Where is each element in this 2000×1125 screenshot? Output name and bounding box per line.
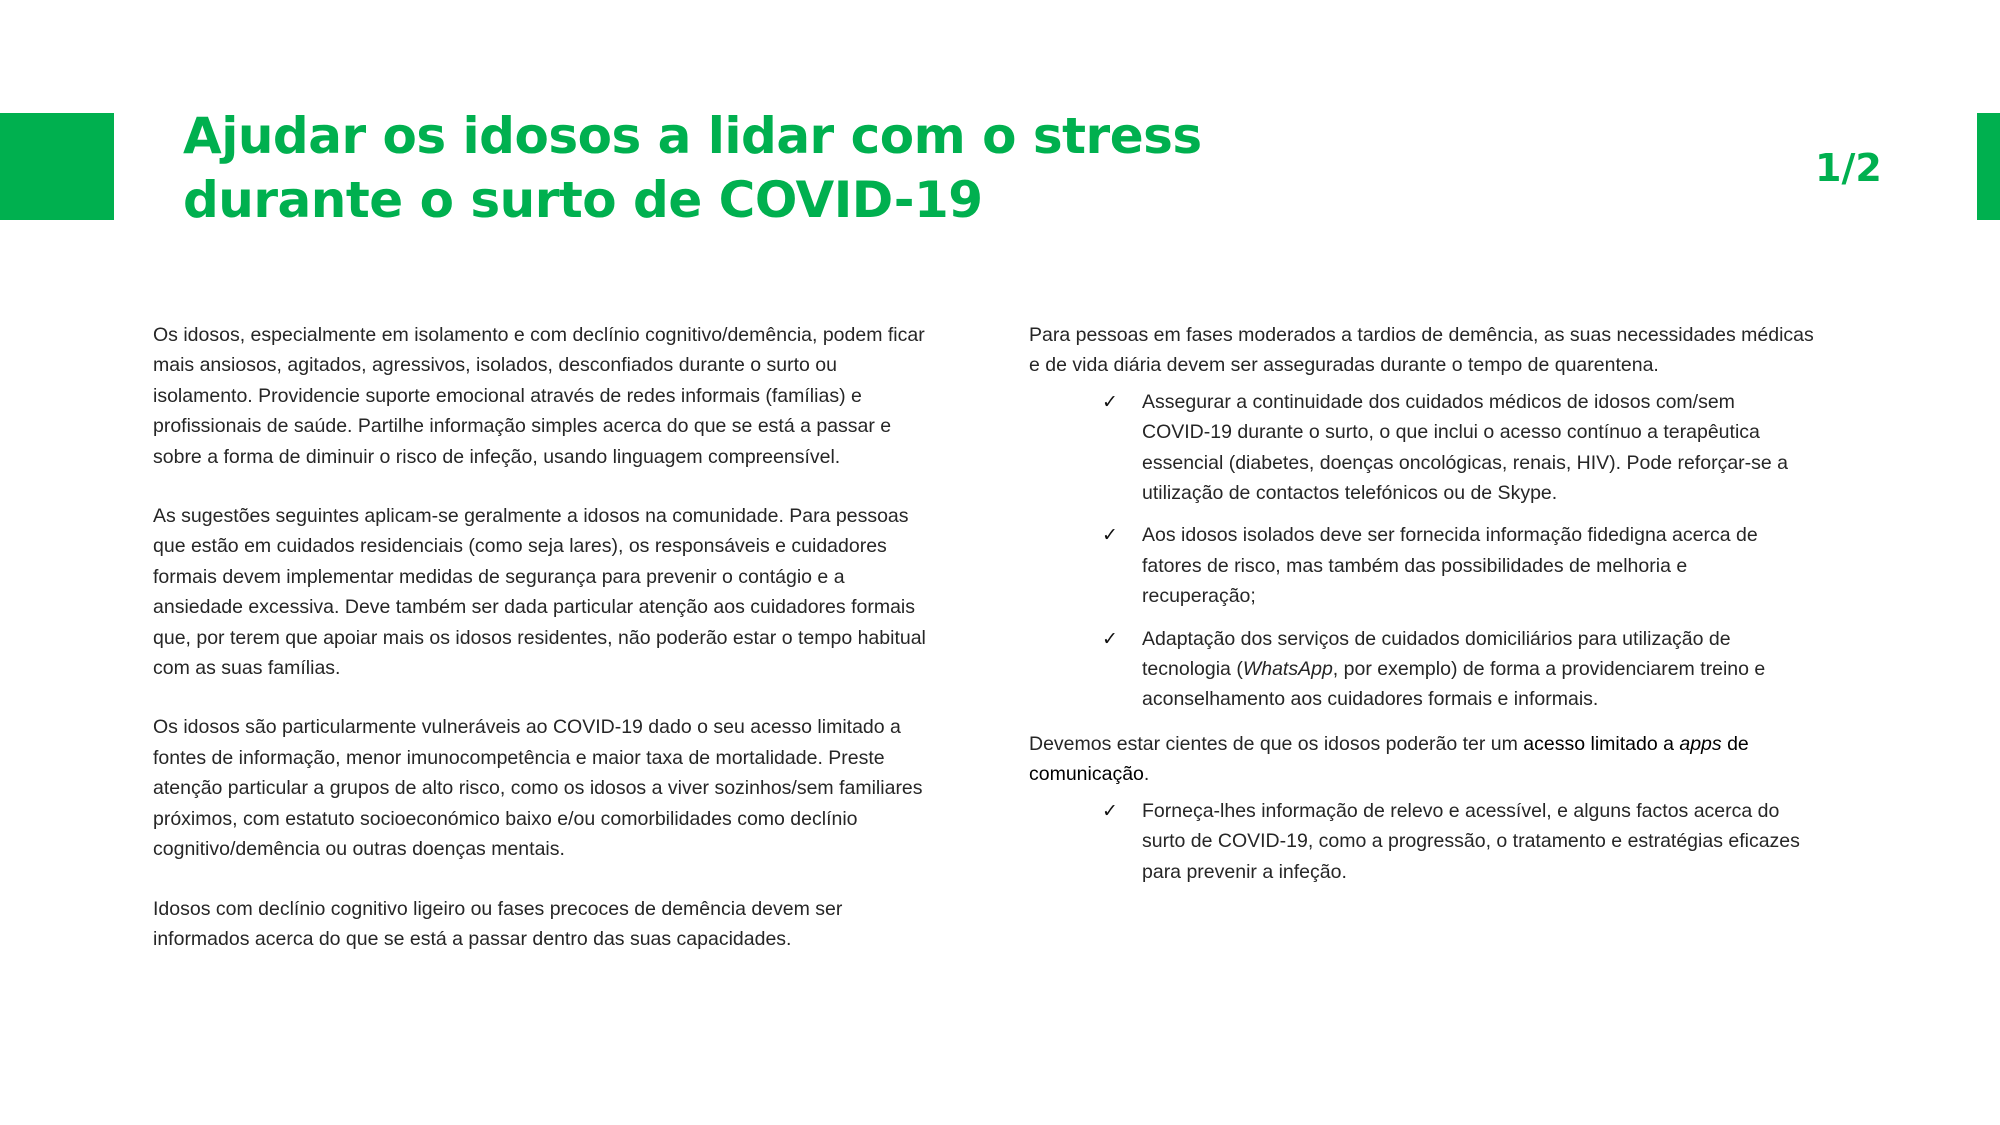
- right-column: [1029, 320, 1819, 899]
- right-intro-paragraph: Para pessoas em fases moderados a tardios de demência, as suas necessidades médicas e de vida diária devem ser asseguradas durante o tempo de quarentena.: [1029, 324, 1814, 377]
- checklist-item-text: Assegurar a continuidade dos cuidados médicos de idosos com/sem COVID-19 durante o surto, o que inclui o acesso contínuo a terapêutica essencial (diabetes, doenças oncológicas, renais, HIV). Pode reforçar-se a utilização de contactos telefónicos ou de Skype.: [1142, 390, 1789, 505]
- checklist-2: [1029, 796, 1819, 887]
- highlighted-phrase: acesso limitado a apps de comunicação: [1029, 732, 1749, 786]
- checklist-item: [1102, 387, 1802, 509]
- right-paragraph-2: Devemos estar cientes de que os idosos poderão ter um acesso limitado a apps de comunicação.: [1029, 732, 1749, 786]
- checklist-item: [1102, 520, 1802, 611]
- checklist-item: [1102, 796, 1802, 887]
- left-paragraph-3: Os idosos são particularmente vulneráveis ao COVID-19 dado o seu acesso limitado a fontes de informação, menor imunocompetência e maior taxa de mortalidade. Preste atenção particular a grupos de alto risco, como os idosos a viver sozinhos/sem familiares próximos, com estatuto socioeconómico baixo e/ou comorbilidades como declínio cognitivo/demência ou outras doenças mentais.: [153, 716, 923, 861]
- checkmark-icon: ✓: [1102, 627, 1118, 650]
- right-accent-bar: [1977, 113, 2000, 220]
- checklist-item-text: Aos idosos isolados deve ser fornecida informação fidedigna acerca de fatores de risco, mas também das possibilidades de melhoria e recuperação;: [1142, 524, 1758, 608]
- checklist-item: [1102, 624, 1802, 715]
- title-line-1: Ajudar os idosos a lidar com o stress: [183, 107, 1202, 165]
- checkmark-icon: ✓: [1102, 390, 1118, 413]
- checkmark-icon: ✓: [1102, 524, 1118, 547]
- checkmark-icon: ✓: [1102, 799, 1118, 822]
- title-line-2: durante o surto de COVID-19: [183, 171, 983, 229]
- left-paragraph-1: Os idosos, especialmente em isolamento e com declínio cognitivo/demência, podem ficar mais ansiosos, agitados, agressivos, isolados, desconfiados durante o surto ou isolamento. Providencie suporte emocional através de redes informais (famílias) e profissionais de saúde. Partilhe informação simples acerca do que se está a passar e sobre a forma de diminuir o risco de infeção, usando linguagem compreensível.: [153, 324, 925, 468]
- whatsapp-emphasis: WhatsApp: [1242, 658, 1333, 681]
- left-paragraph-2: As sugestões seguintes aplicam-se geralmente a idosos na comunidade. Para pessoas que estão em cuidados residenciais (como seja lares), os responsáveis e cuidadores formais devem implementar medidas de segurança para prevenir o contágio e a ansiedade excessiva. Deve também ser dada particular atenção aos cuidadores formais que, por terem que apoiar mais os idosos residentes, não poderão estar o tempo habitual com as suas famílias.: [153, 505, 926, 680]
- left-column: [153, 320, 933, 983]
- checklist-item-text: Adaptação dos serviços de cuidados domiciliários para utilização de tecnologia (WhatsApp, por exemplo) de forma a providenciarem treino e aconselhamento aos cuidadores formais e informais.: [1142, 627, 1766, 711]
- checklist-item-text: Forneça-lhes informação de relevo e acessível, e alguns factos acerca do surto de COVID-19, como a progressão, o tratamento e estratégias eficazes para prevenir a infeção.: [1142, 799, 1800, 883]
- page-title: [183, 104, 1202, 232]
- left-accent-bar: [0, 113, 114, 220]
- page-number: 1/2: [1815, 146, 1882, 190]
- left-paragraph-4: Idosos com declínio cognitivo ligeiro ou fases precoces de demência devem ser informados acerca do que se está a passar dentro das suas capacidades.: [153, 897, 843, 950]
- checklist-1: [1029, 387, 1819, 715]
